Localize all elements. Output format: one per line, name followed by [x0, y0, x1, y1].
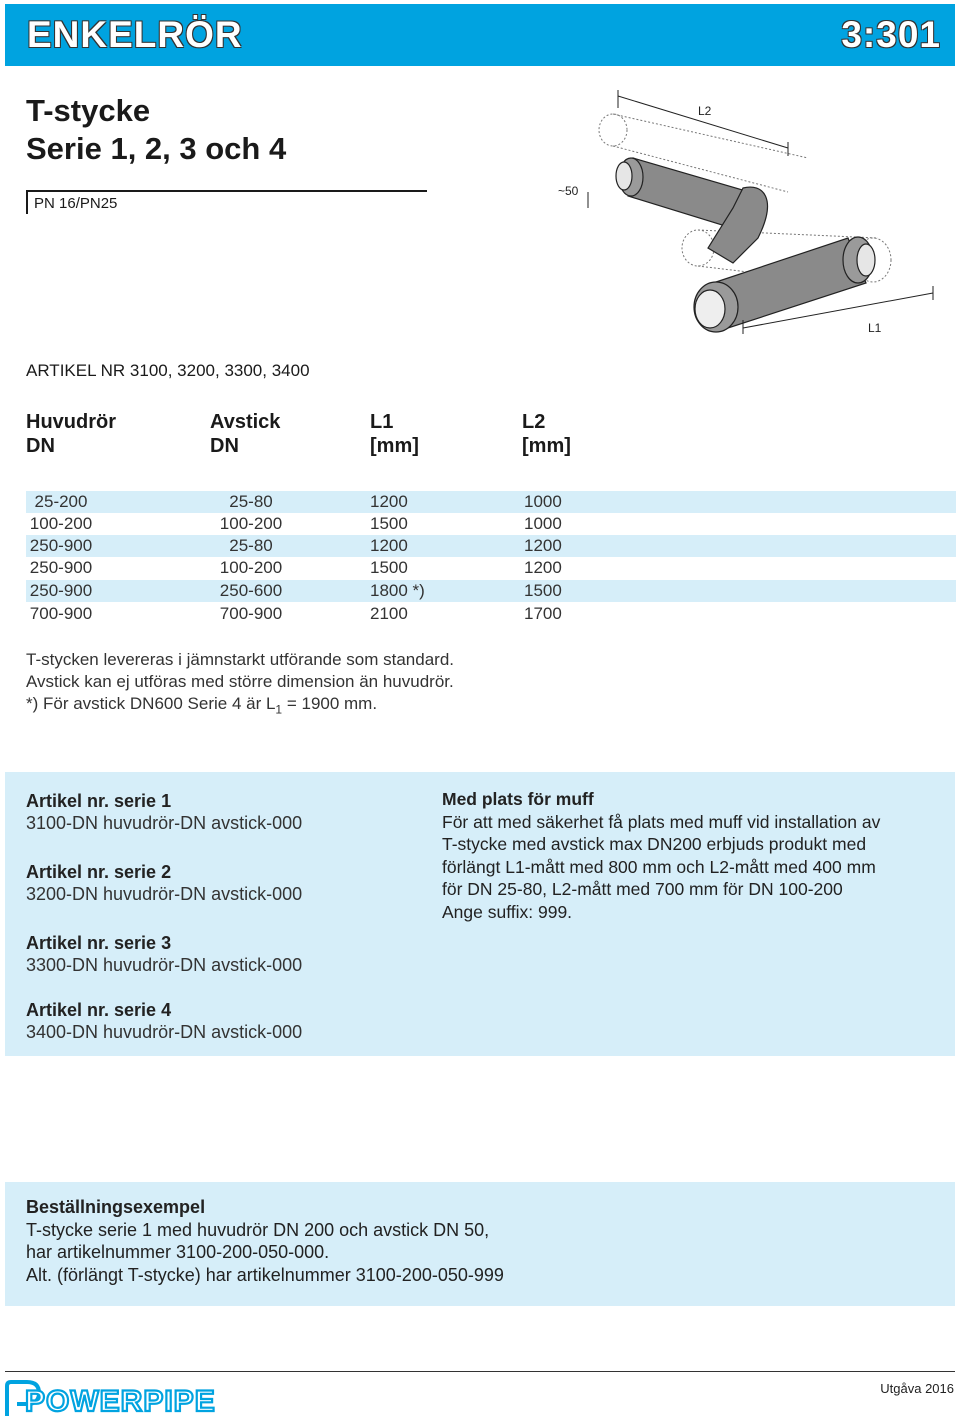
- table-header-main-pipe: [26, 410, 116, 458]
- muff-line: Ange suffix: 999.: [442, 901, 573, 922]
- article-number-heading: ARTIKEL NR 3100, 3200, 3300, 3400: [26, 361, 310, 380]
- cell-l2: 1200: [524, 558, 562, 577]
- note-footnote: [26, 693, 454, 720]
- cell-l1: 1800 *): [370, 581, 425, 600]
- cell-main-pipe: 250-900: [29, 581, 93, 600]
- header-l1-unit: [mm]: [370, 435, 419, 457]
- header-l2-unit: [mm]: [522, 435, 571, 457]
- article-code: 3300-DN huvudrör-DN avstick-000: [26, 955, 303, 975]
- cell-l2: 1000: [524, 492, 562, 511]
- cell-l1: 1500: [370, 514, 408, 533]
- table-header-branch: [210, 410, 280, 458]
- header-branch-unit: DN: [210, 435, 239, 457]
- cell-l1: 1200: [370, 492, 408, 511]
- table-row: [26, 513, 956, 535]
- cell-branch: 100-200: [219, 558, 283, 577]
- order-example-line: T-stycke serie 1 med huvudrör DN 200 och avstick DN 50,: [26, 1219, 490, 1240]
- muff-heading: Med plats för muff: [442, 789, 594, 809]
- header-main-pipe-label: Huvudrör: [26, 411, 116, 433]
- article-code: 3400-DN huvudrör-DN avstick-000: [26, 1022, 303, 1042]
- muff-line: för DN 25-80, L2-mått med 700 mm för DN 100-200: [442, 879, 843, 899]
- cell-branch: 100-200: [219, 514, 283, 533]
- dimension-l2-label: L2: [698, 104, 712, 118]
- article-code: 3100-DN huvudrör-DN avstick-000: [26, 813, 303, 833]
- cell-l2: 1700: [524, 604, 562, 623]
- table-header-l1: [370, 410, 419, 458]
- article-code: 3200-DN huvudrör-DN avstick-000: [26, 884, 303, 904]
- note-footnote-value: = 1900 mm.: [282, 694, 378, 713]
- cell-main-pipe: 700-900: [29, 604, 93, 623]
- article-series-2: [26, 861, 302, 905]
- order-example-line: har artikelnummer 3100-200-050-000.: [26, 1242, 330, 1262]
- cell-main-pipe: 250-900: [29, 558, 93, 577]
- cell-l1: 1500: [370, 558, 408, 577]
- muff-note: [442, 788, 942, 923]
- note-footnote-text: *) För avstick DN600 Serie 4 är L: [26, 694, 276, 713]
- cell-l1: 1200: [370, 536, 408, 555]
- article-heading: Artikel nr. serie 2: [26, 862, 172, 882]
- title-line-2: Serie 1, 2, 3 och 4: [26, 131, 287, 166]
- note-dimension: Avstick kan ej utföras med större dimension än huvudrör.: [26, 672, 454, 691]
- table-row: [26, 491, 956, 513]
- header-branch-label: Avstick: [210, 411, 281, 433]
- logo-text: POWERPIPE: [25, 1385, 216, 1418]
- muff-line: T-stycke med avstick max DN200 erbjuds produkt med: [442, 834, 867, 854]
- article-heading: Artikel nr. serie 4: [26, 1000, 172, 1020]
- pipe-body: [616, 158, 875, 332]
- header-l1-label: L1: [370, 411, 394, 433]
- cell-main-pipe: 25-200: [34, 492, 88, 511]
- article-series-3: [26, 932, 302, 976]
- cell-branch: 250-600: [219, 581, 283, 600]
- page-header: [5, 4, 955, 66]
- order-example-line: Alt. (förlängt T-stycke) har artikelnummer 3100-200-050-999: [26, 1264, 504, 1285]
- pressure-class: PN 16/PN25: [34, 195, 118, 212]
- powerpipe-logo: [5, 1380, 255, 1420]
- table-header-l2: [522, 410, 571, 458]
- cell-main-pipe: 100-200: [29, 514, 93, 533]
- cell-l1: 2100: [370, 604, 408, 623]
- table-row: [26, 580, 956, 602]
- order-example-heading: Beställningsexempel: [26, 1197, 206, 1217]
- cell-l2: 1500: [524, 581, 562, 600]
- edition: Utgåva 2016: [880, 1381, 954, 1396]
- article-heading: Artikel nr. serie 1: [26, 791, 172, 811]
- header-page-number: 3:301: [841, 14, 941, 55]
- cell-l2: 1200: [524, 536, 562, 555]
- footer-rule: [5, 1371, 955, 1372]
- t-piece-diagram: [548, 88, 948, 358]
- dimension-approx-label: ~50: [558, 184, 579, 198]
- pressure-bar: [26, 190, 28, 214]
- muff-line: förlängt L1-mått med 800 mm och L2-mått med 400 mm: [442, 856, 876, 877]
- article-series-4: [26, 999, 302, 1043]
- title-line-1: T-stycke: [26, 93, 151, 128]
- cell-main-pipe: 250-900: [29, 536, 93, 555]
- page-title: [26, 92, 286, 168]
- article-series-1: [26, 790, 302, 834]
- note-standard: T-stycken levereras i jämnstarkt utförande som standard.: [26, 650, 455, 669]
- table-row: [26, 557, 956, 579]
- table-row: [26, 603, 956, 625]
- pressure-rule: [26, 190, 427, 192]
- header-main-pipe-unit: DN: [26, 435, 55, 457]
- order-example: [26, 1196, 504, 1286]
- muff-line: För att med säkerhet få plats med muff vid installation av: [442, 811, 881, 832]
- note-footnote-subscript: 1: [275, 702, 283, 717]
- table-row: [26, 535, 956, 557]
- cell-l2: 1000: [524, 514, 562, 533]
- header-category: ENKELRÖR: [27, 14, 243, 55]
- cell-branch: 25-80: [229, 492, 273, 511]
- article-heading: Artikel nr. serie 3: [26, 933, 172, 953]
- dimension-l1-label: L1: [868, 321, 882, 335]
- cell-branch: 25-80: [229, 536, 273, 555]
- header-l2-label: L2: [522, 411, 546, 433]
- cell-branch: 700-900: [219, 604, 283, 623]
- table-notes: [26, 649, 454, 720]
